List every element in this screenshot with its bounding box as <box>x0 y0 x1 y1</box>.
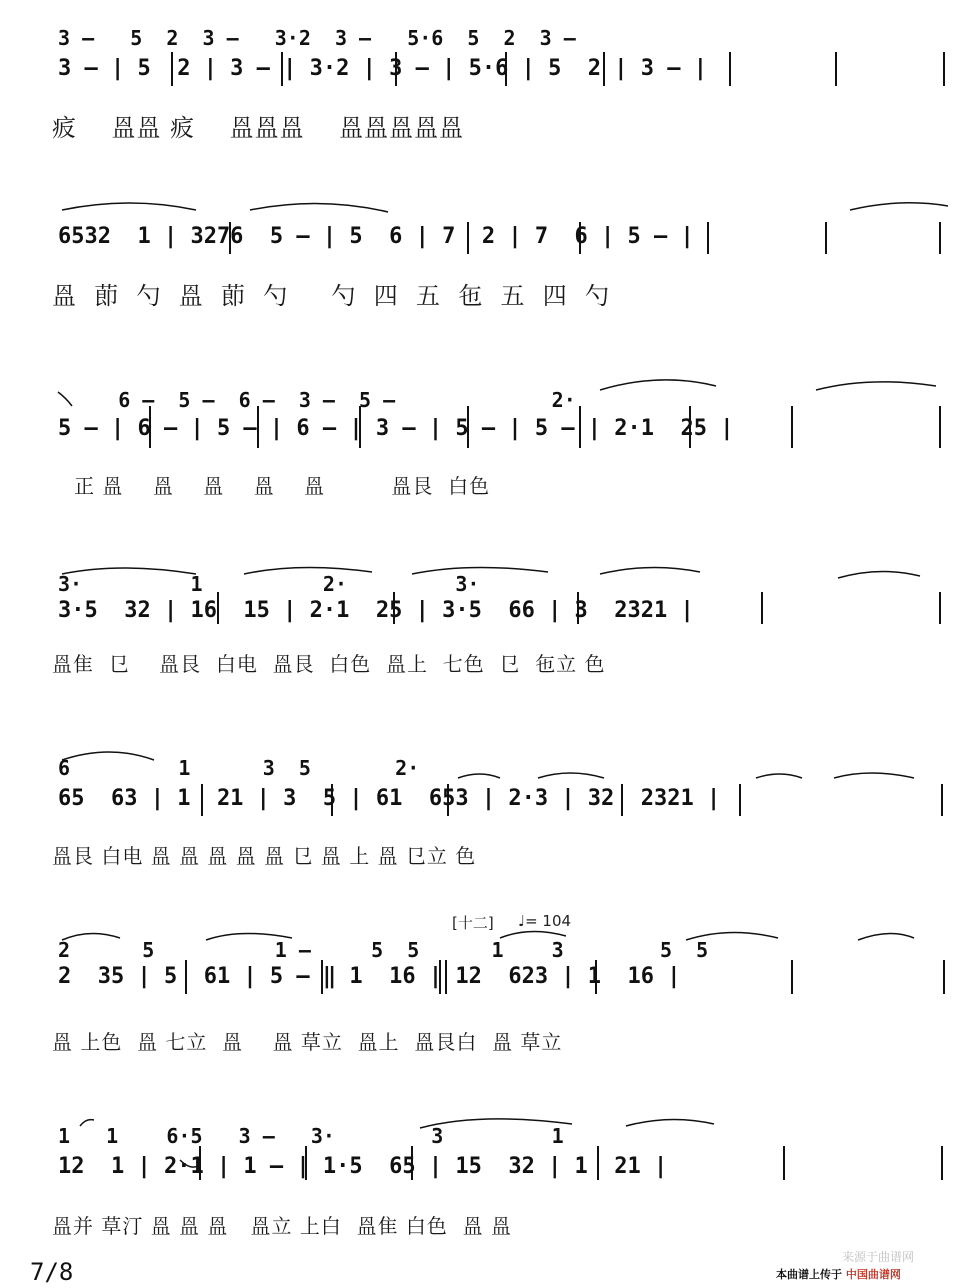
system-7-tablature: 𥁕并 草汀 𥁕 𥁕 𥁕 𥁕立 上白 𥁕隹 白色 𥁕 𥁕 <box>52 1214 513 1238</box>
system-3-tablature: 正 𥁕 𥁕 𥁕 𥁕 𥁕 𥁕艮 白色 <box>52 474 491 498</box>
system-1-tablature: 㽹 𥁕𥁕 㽹 𥁕𥁕𥁕 𥁕𥁕𥁕𥁕𥁕 <box>52 114 465 142</box>
system-6-tablature: 𥁕 上色 𥁕 七立 𥁕 𥁕 草立 𥁕上 𥁕艮白 𥁕 草立 <box>52 1030 563 1054</box>
system-6-upper-notes: 2 5 1 – 5 5 1 3 5 5 <box>58 938 709 962</box>
system-4-upper-notes: 3· 1 2· 3· <box>58 572 480 596</box>
system-7-upper-notes: 1 1 6·5 3 – 3· 3 1 <box>58 1124 564 1148</box>
system-5-tablature: 𥁕艮 白电 𥁕 𥁕 𥁕 𥁕 𥁕 㔾 𥁕 上 𥁕 㔾立 色 <box>52 844 477 868</box>
credit-brand: 中国曲谱网 <box>845 1268 901 1281</box>
system-2-tablature: 𥁕 莭 勺 𥁕 莭 勺 勺 四 五 㐌 五 四 勺 <box>52 282 610 310</box>
system-4-tablature: 𥁕隹 㔾 𥁕艮 白电 𥁕艮 白色 𥁕上 七色 㔾 㐌立 色 <box>52 652 606 676</box>
system-1-barlines <box>0 4 966 104</box>
system-3-lower-notes: 5 – | 6 – | 5 – | 6 – | 3 – | 5 – | 5 – | 2·1 25 | <box>58 416 734 441</box>
section-label: [十二] <box>452 914 494 932</box>
watermark: 来源于曲谱网 <box>842 1250 915 1264</box>
upload-credit <box>776 1266 901 1282</box>
system-6-lower-notes: 2 35 | 5 61 | 5 – ‖ 1 16 | 12 623 | 1 16 | <box>58 964 681 989</box>
system-1-upper-notes: 3 – 5 2 3 – 3·2 3 – 5·6 5 2 3 – <box>58 26 576 50</box>
tempo-marking: ♩= 104 <box>518 912 572 930</box>
system-3-upper-notes: 6 – 5 – 6 – 3 – 5 – 2· <box>58 388 576 412</box>
system-5-upper-notes: 6 1 3 5 2· <box>58 756 420 780</box>
credit-prefix: 本曲谱上传于 <box>776 1268 842 1281</box>
system-2-notes: 6532 1 | 3276 5 – | 5 6 | 7 2 | 7 6 | 5 – | <box>58 224 694 249</box>
system-4-lower-notes: 3·5 32 | 16 15 | 2·1 25 | 3·5 66 | 3 2321 | <box>58 598 694 623</box>
system-7-lower-notes: 12 1 | 2·1 | 1 – | 1·5 65 | 15 32 | 1 21 | <box>58 1154 668 1179</box>
system-1-lower-notes: 3 – | 5 2 | 3 – | 3·2 | 3 – | 5·6 | 5 2 | 3 – | <box>58 56 708 81</box>
page-number: 7/8 <box>30 1258 74 1286</box>
system-5-lower-notes: 65 63 | 1 21 | 3 5 | 61 653 | 2·3 | 32 2321 | <box>58 786 721 811</box>
